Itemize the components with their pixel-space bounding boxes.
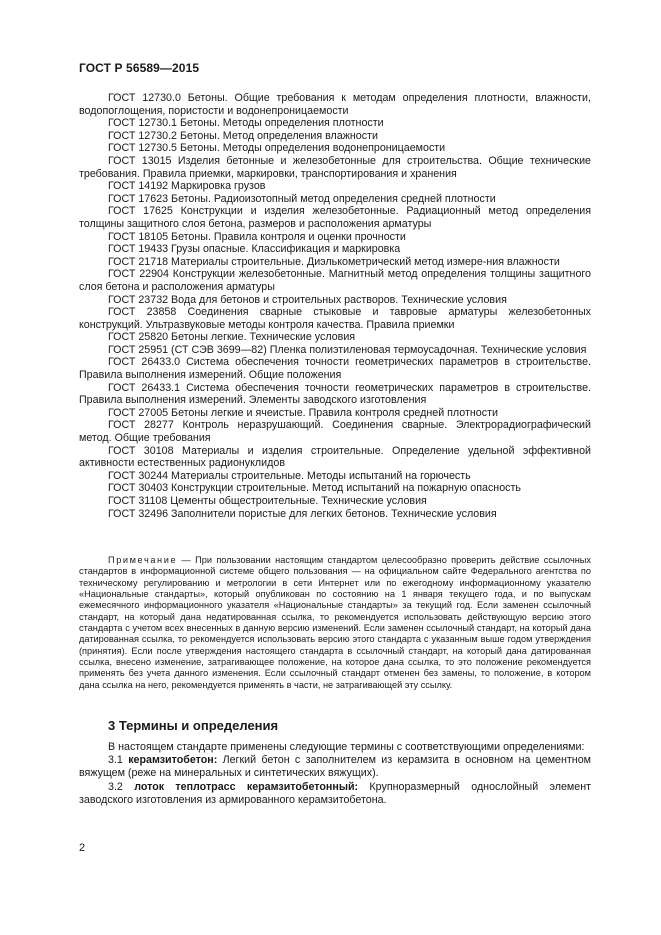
reference-item: ГОСТ 23858 Соединения сварные стыковые и тавровые арматуры железобетонных конструкций. Ультразвуковые методы контроля качества. Правила приемки [79, 306, 591, 331]
reference-item: ГОСТ 14192 Маркировка грузов [108, 180, 266, 193]
page-number: 2 [79, 842, 86, 854]
term-name: лоток теплотрасс керамзитобетонный: [134, 780, 359, 793]
term-name: керамзитобетон: [128, 754, 218, 767]
reference-item: ГОСТ 26433.0 Система обеспечения точности геометрических параметров в строительстве. Правила выполнения измерений. Общие положения [79, 356, 591, 382]
reference-item: ГОСТ 12730.1 Бетоны. Методы определения плотности [108, 117, 384, 130]
normative-references-list [79, 92, 591, 520]
reference-item: ГОСТ 21718 Материалы строительные. Диэлькометрический метод измере-ния влажности [108, 255, 560, 268]
reference-item: ГОСТ 32496 Заполнители пористые для легких бетонов. Технические условия [108, 507, 497, 520]
term-definition-1 [79, 754, 591, 780]
term-number: 3.2 [108, 780, 135, 793]
reference-item: ГОСТ 23732 Вода для бетонов и строительных растворов. Технические условия [108, 293, 507, 306]
reference-item: ГОСТ 13015 Изделия бетонные и железобетонные для строительства. Общие технические требования. Правила приемки, маркировки, транспортирования и хранения [79, 154, 591, 180]
reference-item: ГОСТ 25951 (СТ СЭВ 3699—82) Пленка полиэтиленовая термоусадочная. Технические условия [108, 343, 587, 356]
references-note [79, 555, 591, 691]
reference-item: ГОСТ 27005 Бетоны легкие и ячеистые. Правила контроля средней плотности [108, 406, 498, 419]
term-text: Легкий бетон с заполнителем из керамзита в основном на цементном вяжущем (реже на минеральных и синтетических вяжущих). [79, 754, 591, 780]
document-header: ГОСТ Р 56589—2015 [79, 61, 200, 75]
reference-item: ГОСТ 12730.0 Бетоны. Общие требования к методам определения плотности, влажности, водопоглощения, пористости и водонепроницаемости [79, 92, 591, 117]
note-paragraph [79, 555, 591, 691]
note-label: Примечание [108, 555, 178, 565]
reference-item: ГОСТ 12730.5 Бетоны. Методы определения водонепроницаемости [108, 142, 446, 155]
reference-item: ГОСТ 28277 Контроль неразрушающий. Соединения сварные. Электрорадиографический метод. Общие требования [79, 419, 591, 445]
reference-item: ГОСТ 30108 Материалы и изделия строительные. Определение удельной эффективной активности естественных радионуклидов [79, 444, 591, 470]
reference-item: ГОСТ 25820 Бетоны легкие. Технические условия [108, 331, 356, 344]
term-number: 3.1 [108, 754, 129, 767]
reference-item: ГОСТ 12730.2 Бетоны. Метод определения влажности [108, 129, 378, 142]
reference-item: ГОСТ 30244 Материалы строительные. Методы испытаний на горючесть [108, 469, 471, 482]
reference-item: ГОСТ 30403 Конструкции строительные. Метод испытаний на пожарную опасность [108, 482, 521, 495]
reference-item: ГОСТ 22904 Конструкции железобетонные. Магнитный метод определения толщины защитного слоя бетона и расположения арматуры [79, 268, 591, 293]
term-definition-2 [79, 781, 591, 807]
reference-item: ГОСТ 18105 Бетоны. Правила контроля и оценки прочности [108, 230, 406, 243]
reference-item: ГОСТ 26433.1 Система обеспечения точности геометрических параметров в строительстве. Правила выполнения измерений. Элементы заводского изготовления [79, 381, 591, 407]
term-text: Крупноразмерный однослойный элемент заводского изготовления из армированного керамзитобетона. [79, 780, 592, 806]
section-terms-definitions [79, 718, 591, 807]
note-text: — При пользовании настоящим стандартом целесообразно проверить действие ссылочных стандартов в информационной системе общего пользования — на официальном сайте Федерального агентства по техническому регулированию и метрологии в сети Интернет или по ежегодному информационному указателю «Национальные стандарты», который опубликован по состоянию на 1 января текущего года, и по выпускам ежемесячного информационного указателя «Национальные стандарты» за текущий год. Если заменен ссылочный стандарт, на который дана недатированная ссылка, то рекомендуется использовать действующую версию этого стандарта с учетом всех внесенных в данную версию изменений. Если заменен ссылочный стандарт, на который дана датированная ссылка, то рекомендуется использовать версию этого стандарта с указанным выше годом утверждения (принятия). Если после утверждения настоящего стандарта в ссылочный стандарт, на который дана датированная ссылка, внесено изменение, затрагивающее положение, на которое дана ссылка, то это положение рекомендуется применять без учета данного изменения. Если ссылочный стандарт отменен без замены, то положение, в котором дана ссылка на него, рекомендуется применять в части, не затрагивающей эту ссылку. [79, 555, 591, 690]
reference-item: ГОСТ 19433 Грузы опасные. Классификация и маркировка [108, 243, 401, 256]
section-intro: В настоящем стандарте применены следующие термины с соответствующими определениями: [108, 741, 585, 753]
section-title: 3 Термины и определения [108, 718, 279, 733]
reference-item: ГОСТ 17623 Бетоны. Радиоизотопный метод определения средней плотности [108, 192, 496, 205]
reference-item: ГОСТ 31108 Цементы общестроительные. Технические условия [108, 495, 427, 507]
reference-item: ГОСТ 17625 Конструкции и изделия железобетонные. Радиационный метод определения толщины защитного слоя бетона, размеров и расположения арматуры [79, 205, 591, 230]
